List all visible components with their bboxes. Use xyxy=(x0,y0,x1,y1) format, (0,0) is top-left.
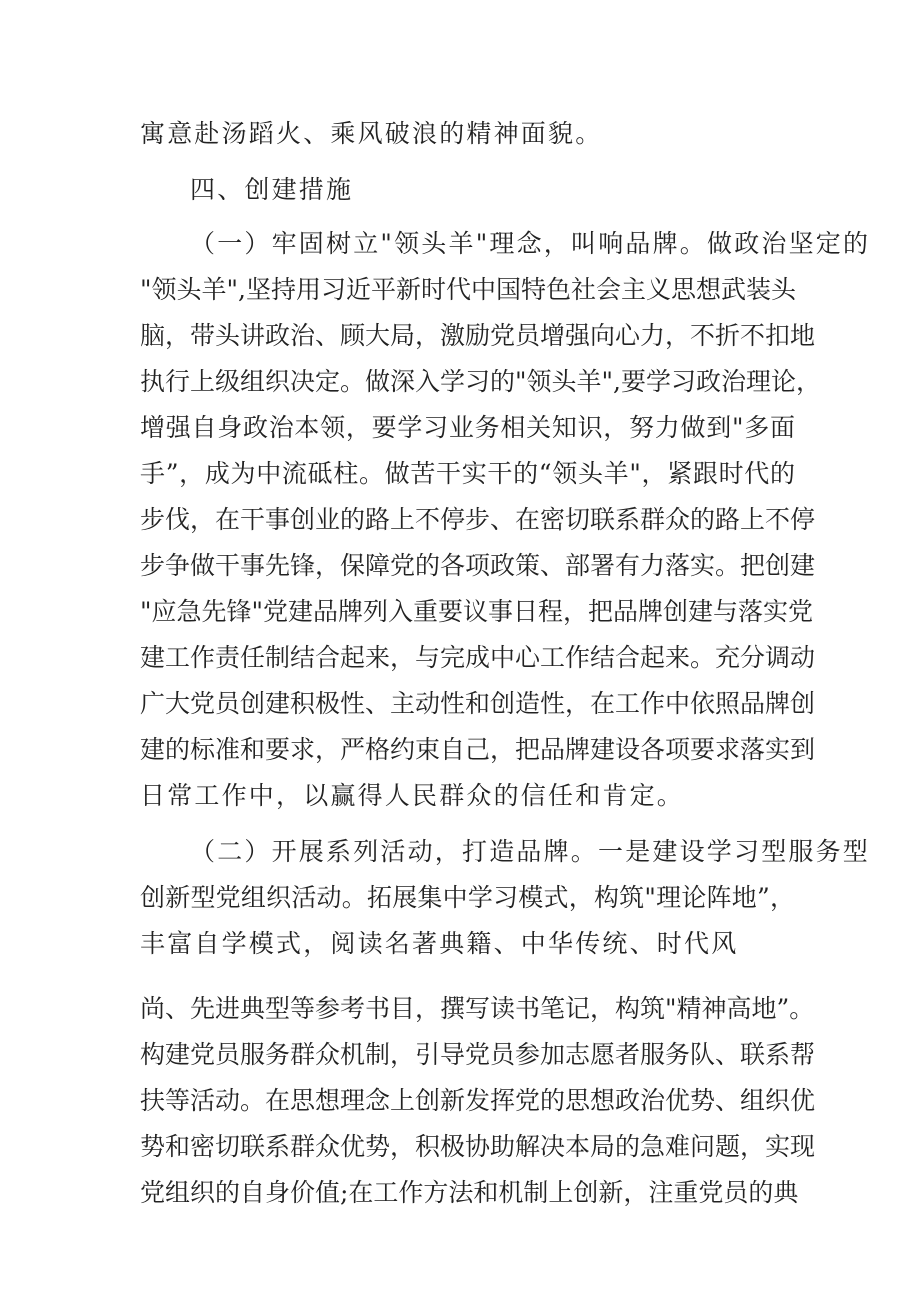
paragraph-line: （一）牢固树立"领头羊"理念，叫响品牌。做政治坚定的 xyxy=(190,229,871,258)
paragraph-line: 手”，成为中流砥柱。做苦干实干的“领头羊"，紧跟时代的 xyxy=(140,459,795,488)
paragraph-line: 丰富自学模式，阅读名著典籍、中华传统、时代风 xyxy=(140,929,739,958)
paragraph-line: "领头羊",坚持用习近平新时代中国特色社会主义思想武装头 xyxy=(140,275,796,304)
paragraph-line: 步争做干事先锋，保障党的各项政策、部署有力落实。把创建 xyxy=(140,551,816,580)
paragraph-line: 脑，带头讲政治、顾大局，激励党员增强向心力，不折不扣地 xyxy=(140,321,816,350)
paragraph-line: 日常工作中，以赢得人民群众的信任和肯定。 xyxy=(140,781,685,810)
paragraph-line: （二）开展系列活动，打造品牌。一是建设学习型服务型 xyxy=(190,837,871,866)
paragraph-line: 步伐，在干事创业的路上不停步、在密切联系群众的路上不停 xyxy=(140,505,816,534)
paragraph-line: 尚、先进典型等参考书目，撰写读书笔记，构筑"精神高地”。 xyxy=(140,994,815,1023)
paragraph-line: 广大党员创建积极性、主动性和创造性，在工作中依照品牌创 xyxy=(140,689,816,718)
paragraph-line: 建工作责任制结合起来，与完成中心工作结合起来。充分调动 xyxy=(140,643,816,672)
paragraph-line: 建的标准和要求，严格约束自己，把品牌建设各项要求落实到 xyxy=(140,735,816,764)
section-heading: 四、创建措施 xyxy=(190,175,354,204)
paragraph-line: 党组织的自身价值;在工作方法和机制上创新，注重党员的典 xyxy=(140,1178,799,1207)
paragraph-line: 扶等活动。在思想理念上创新发挥党的思想政治优势、组织优 xyxy=(140,1086,816,1115)
paragraph-line: 增强自身政治本领，要学习业务相关知识，努力做到"多面 xyxy=(140,413,795,442)
paragraph-line: 构建党员服务群众机制，引导党员参加志愿者服务队、联系帮 xyxy=(140,1040,816,1069)
paragraph-line: 执行上级组织决定。做深入学习的"领头羊",要学习政治理论， xyxy=(140,367,821,396)
paragraph-line: 创新型党组织活动。拓展集中学习模式，构筑"理论阵地”， xyxy=(140,883,795,912)
paragraph-line: 势和密切联系群众优势，积极协助解决本局的急难问题，实现 xyxy=(140,1132,816,1161)
paragraph-line: "应急先锋"党建品牌列入重要议事日程，把品牌创建与落实党 xyxy=(140,597,814,626)
paragraph-line: 寓意赴汤蹈火、乘风破浪的精神面貌。 xyxy=(140,119,603,148)
